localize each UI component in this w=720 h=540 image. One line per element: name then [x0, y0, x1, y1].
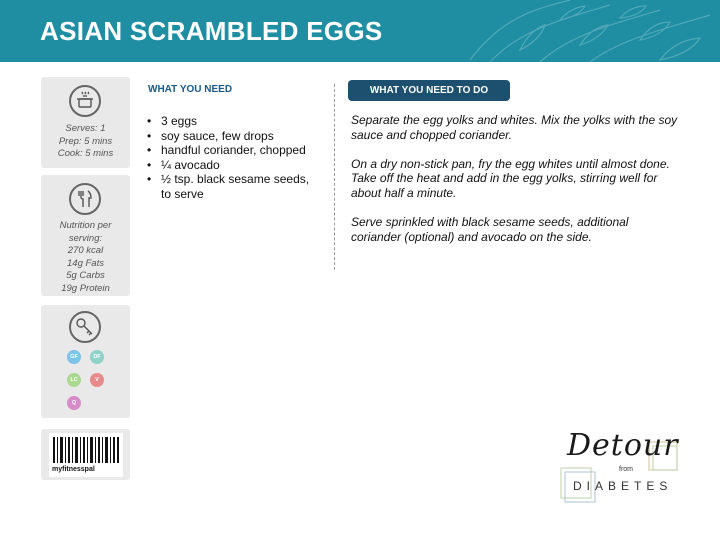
cutlery-icon [69, 183, 101, 215]
ingredients-heading: WHAT YOU NEED [148, 84, 233, 95]
ingredient-item: • ¼ avocado [147, 158, 317, 173]
myfitnesspal-barcode-card[interactable] [41, 429, 130, 480]
leaf-pattern-decoration [460, 0, 720, 62]
key-icon [69, 311, 101, 343]
diet-tag-q: Q [67, 396, 81, 410]
nutrition-heading-line-2: serving: [68, 232, 103, 244]
calories-text: 270 kcal [67, 245, 104, 256]
ingredient-item: • handful coriander, chopped [147, 143, 317, 158]
logo-script-text: Detour [567, 428, 679, 463]
diet-tag-v: V [90, 373, 104, 387]
nutrition-heading-line-1: Nutrition per [59, 220, 112, 231]
method-step: Separate the egg yolks and whites. Mix the yolks with the soy sauce and chopped coriander. [351, 113, 678, 142]
fats-text: 14g Fats [67, 257, 104, 269]
timing-card [41, 77, 130, 168]
column-divider [334, 84, 335, 270]
ingredients-list [147, 114, 317, 202]
myfitnesspal-label: myfitnesspal [52, 466, 95, 473]
method-step: Serve sprinkled with black sesame seeds, additional coriander (optional) and avocado on the side. [351, 215, 629, 244]
header-banner [0, 0, 720, 62]
diet-key-card [41, 305, 130, 418]
diet-tag-df: DF [90, 350, 104, 364]
nutrition-card [41, 175, 130, 296]
diet-tag-lc: LC [67, 373, 81, 387]
detour-from-diabetes-logo [555, 424, 685, 504]
ingredient-item: • soy sauce, few drops [147, 129, 317, 144]
serves-text: Serves: 1 [65, 123, 106, 134]
protein-text: 19g Protein [61, 282, 110, 294]
method-step: On a dry non-stick pan, fry the egg whites until almost done. Take off the heat and add in the egg yolks, stirring well for about half a minute. [351, 156, 670, 200]
logo-caps-text: DIABETES [573, 479, 673, 493]
ingredient-item: • ½ tsp. black sesame seeds, to serve [147, 172, 311, 201]
carbs-text: 5g Carbs [66, 270, 105, 281]
page-title: ASIAN SCRAMBLED EGGS [40, 16, 383, 46]
ingredient-item: • 3 eggs [147, 114, 317, 129]
method-heading: WHAT YOU NEED TO DO [348, 80, 510, 101]
diet-tag-gf: GF [67, 350, 81, 364]
method-steps [351, 113, 681, 259]
cook-time-text: Cook: 5 mins [57, 148, 114, 159]
prep-time-text: Prep: 5 mins [58, 135, 113, 147]
logo-from-text: from [619, 466, 633, 473]
barcode-icon [49, 433, 123, 477]
cooking-pot-icon [69, 85, 101, 117]
